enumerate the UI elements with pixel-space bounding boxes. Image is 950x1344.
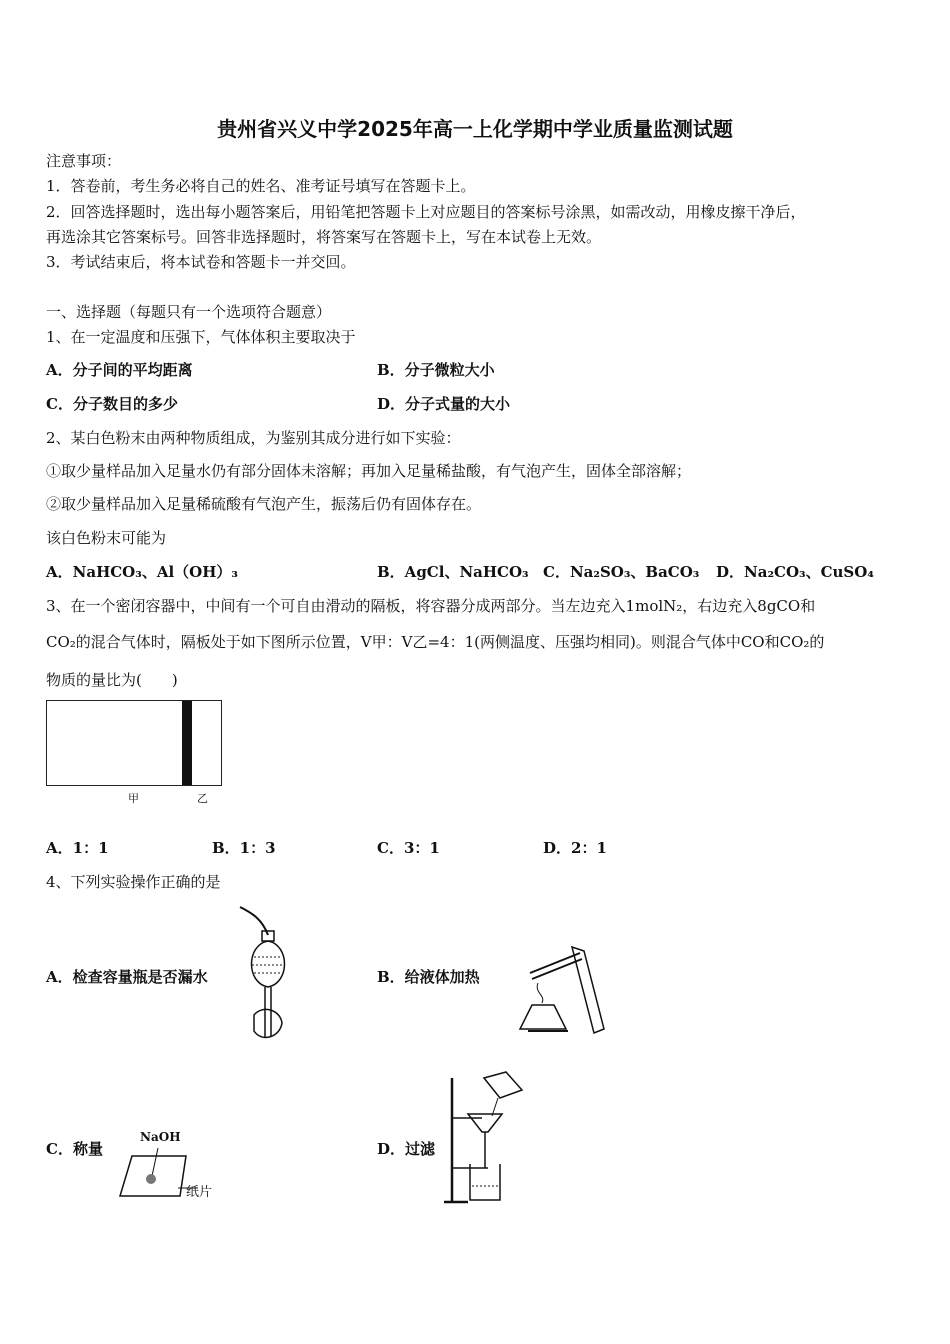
q2-option-b: B．AgCl、NaHCO₃ — [377, 563, 529, 581]
notice-item: 3．考试结束后，将本试卷和答题卡一并交回。 — [46, 253, 356, 271]
q4-stem: 4、下列实验操作正确的是 — [46, 873, 221, 891]
notice-item: 再选涂其它答案标号。回答非选择题时，将答案写在答题卡上，写在本试卷上无效。 — [46, 228, 602, 246]
q3-option-b: B．1：3 — [212, 839, 276, 857]
q3-line3: 物质的量比为( ) — [46, 671, 178, 689]
naoh-label: NaOH — [140, 1130, 181, 1144]
q2-stem: 2、某白色粉末由两种物质组成，为鉴别其成分进行如下实验： — [46, 429, 461, 447]
q1-option-a: A．分子间的平均距离 — [46, 361, 193, 379]
q4-option-c: C．称量 — [46, 1140, 103, 1158]
label-yi: 乙 — [197, 792, 208, 805]
q1-stem: 1、在一定温度和压强下，气体体积主要取决于 — [46, 328, 356, 346]
section-heading: 一、选择题（每题只有一个选项符合题意） — [46, 303, 332, 321]
notice-item: 2．回答选择题时，选出每小题答案后，用铅笔把答题卡上对应题目的答案标号涂黑，如需改动，用橡皮擦干净后， — [46, 203, 806, 221]
page-title: 贵州省兴义中学2025年高一上化学期中学业质量监测试题 — [217, 117, 733, 141]
q4-option-b: B．给液体加热 — [377, 968, 480, 986]
label-jia: 甲 — [128, 792, 139, 805]
q1-option-b: B．分子微粒大小 — [377, 361, 495, 379]
paper-label: 纸片 — [186, 1185, 213, 1200]
partition-board — [182, 701, 192, 785]
q2-option-d: D．Na₂CO₃、CuSO₄ — [716, 563, 874, 581]
q2-option-a: A．NaHCO₃、Al（OH）₃ — [46, 563, 238, 581]
q2-ask: 该白色粉末可能为 — [46, 529, 167, 547]
q4-option-d: D．过滤 — [377, 1140, 436, 1158]
q3-line2: CO₂的混合气体时，隔板处于如下图所示位置，V甲：V乙=4：1(两侧温度、压强均相同)。则混合气体中CO和CO₂的 — [46, 633, 825, 651]
q3-option-a: A．1：1 — [46, 839, 109, 857]
q2-step1: ①取少量样品加入足量水仍有部分固体未溶解；再加入足量稀盐酸，有气泡产生，固体全部溶解； — [46, 462, 692, 480]
heating-liquid-figure — [510, 943, 610, 1043]
volumetric-flask-figure — [232, 905, 292, 1047]
q1-option-d: D．分子式量的大小 — [377, 395, 511, 413]
q2-option-c: C．Na₂SO₃、BaCO₃ — [543, 563, 700, 581]
notice-item: 1．答卷前，考生务必将自己的姓名、准考证号填写在答题卡上。 — [46, 177, 476, 195]
filtration-figure — [440, 1068, 530, 1210]
q3-option-d: D．2：1 — [543, 839, 607, 857]
q2-step2: ②取少量样品加入足量稀硫酸有气泡产生，振荡后仍有固体存在。 — [46, 495, 482, 513]
q1-option-c: C．分子数目的多少 — [46, 395, 178, 413]
container-diagram — [46, 700, 222, 786]
q3-option-c: C．3：1 — [377, 839, 440, 857]
q3-line1: 3、在一个密闭容器中，中间有一个可自由滑动的隔板，将容器分成两部分。当左边充入1molN₂，右边充入8gCO和 — [46, 597, 816, 615]
q4-option-a: A．检查容量瓶是否漏水 — [46, 968, 208, 986]
notice-heading: 注意事项： — [46, 152, 122, 170]
